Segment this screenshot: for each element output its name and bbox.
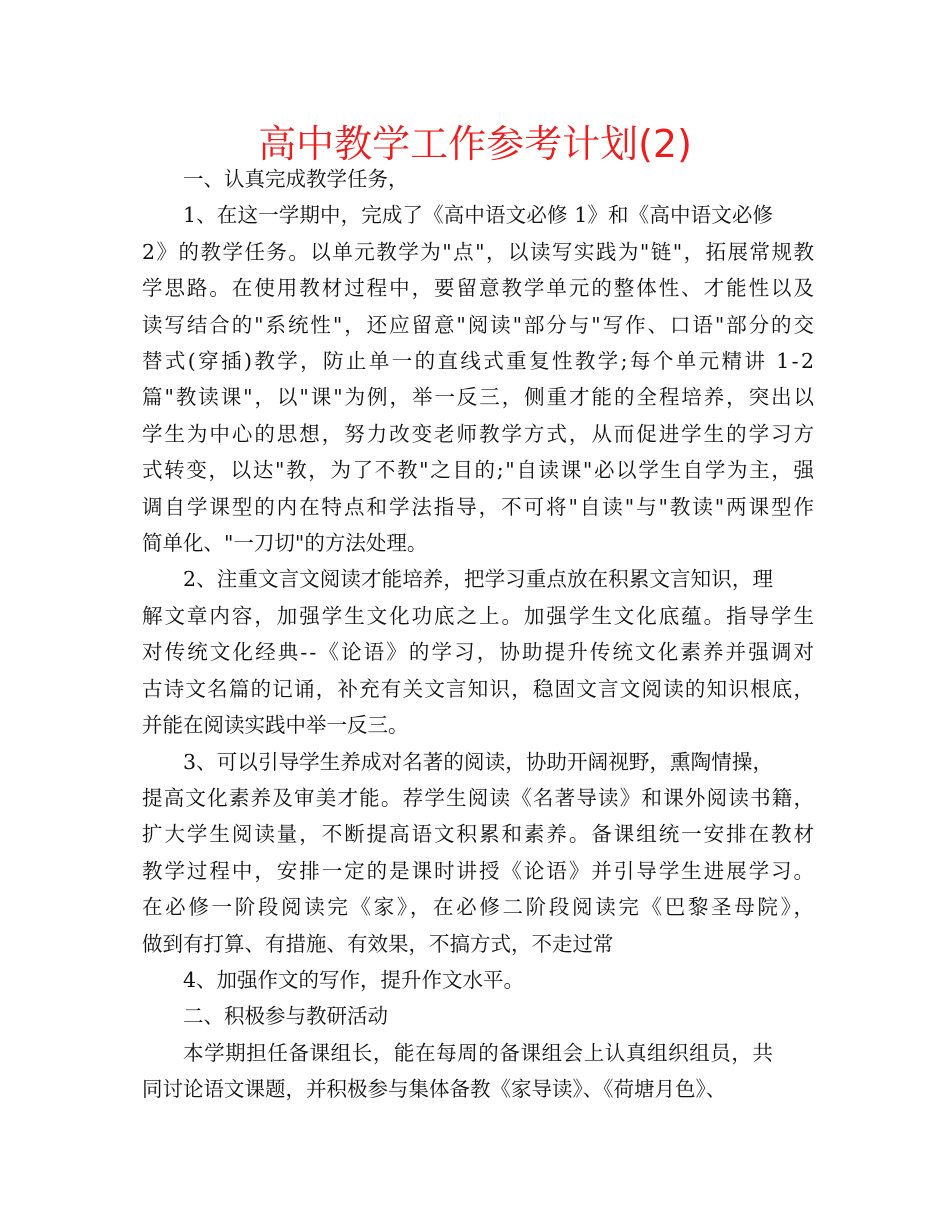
text-line: 对传统文化经典--《论语》的学习，协助提升传统文化素养并强调对 [142,640,817,665]
text-line: 篇"教读课"，以"课"为例，举一反三，侧重才能的全程培养，突出以 [142,385,816,410]
text-line: 学生为中心的思想，努力改变老师教学方式，从而促进学生的学习方 [142,421,816,446]
document-title: 高中教学工作参考计划(2) [258,122,692,166]
text-line: 读写结合的"系统性"，还应留意"阅读"部分与"写作、口语"部分的交 [142,312,816,337]
text-line: 在必修一阶段阅读完《家》，在必修二阶段阅读完《巴黎圣母院》， [142,895,817,920]
text-line: 简单化、"一刀切"的方法处理。 [142,531,428,556]
text-line: 古诗文名篇的记诵，补充有关文言知识，稳固文言文阅读的知识根底， [142,676,816,701]
text-line: 调自学课型的内在特点和学法指导，不可将"自读"与"教读"两课型作 [142,494,816,519]
text-line: 本学期担任备课组长，能在每周的备课组会上认真组织组员，共 [183,1040,774,1065]
text-line: 4、加强作文的写作，提升作文水平。 [183,967,525,992]
document-body [142,161,817,1108]
text-line: 2》的教学任务。以单元教学为"点"，以读写实践为"链"，拓展常规教 [142,239,816,264]
text-line: 提高文化素养及审美才能。荐学生阅读《名著导读》和课外阅读书籍， [142,785,816,810]
text-line: 2、注重文言文阅读才能培养，把学习重点放在积累文言知识，理 [183,567,774,592]
text-line: 扩大学生阅读量，不断提高语文积累和素养。备课组统一安排在教材 [142,822,816,847]
text-line: 同讨论语文课题，并积极参与集体备教《家导读》、《荷塘月色》、 [142,1077,727,1102]
text-line: 教学过程中，安排一定的是课时讲授《论语》并引导学生进展学习。 [142,858,816,883]
text-line: 做到有打算、有措施、有效果，不搞方式，不走过常 [142,931,614,956]
text-line: 二、积极参与教研活动 [183,1004,388,1029]
text-line: 解文章内容，加强学生文化功底之上。加强学生文化底蕴。指导学生 [142,603,816,628]
text-line: 1、在这一学期中，完成了《高中语文必修 1》和《高中语文必修 [183,203,774,228]
text-line: 3、可以引导学生养成对名著的阅读，协助开阔视野，熏陶情操， [183,749,774,774]
text-line: 并能在阅读实践中举一反三。 [142,713,409,738]
text-line: 替式(穿插)教学，防止单一的直线式重复性教学;每个单元精讲 1-2 [142,349,817,374]
text-line: 学思路。在使用教材过程中，要留意教学单元的整体性、才能性以及 [142,276,816,301]
text-line: 式转变，以达"教，为了不教"之目的;"自读课"必以学生自学为主，强 [142,458,816,483]
text-line: 一、认真完成教学任务， [183,167,409,191]
